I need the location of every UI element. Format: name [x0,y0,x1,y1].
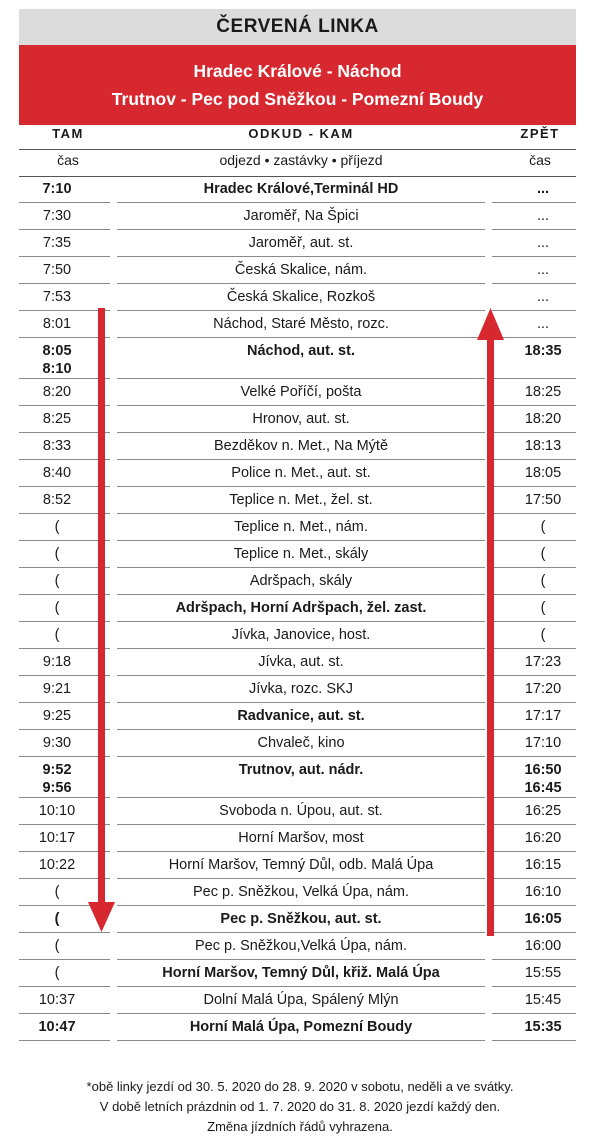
return-time: 17:10 [524,735,562,751]
departure-time: 7:53 [42,289,72,305]
return-time: ... [536,289,550,305]
column-header-odkud-kam: ODKUD - KAM [248,126,354,141]
return-time: ( [540,546,546,562]
subheader-tam: čas [57,152,79,168]
departure-time: 10:22 [38,857,76,873]
return-time: 15:55 [524,965,562,981]
departure-time: 9:52 [42,762,72,778]
return-time: ( [540,627,546,643]
return-time: 16:15 [524,857,562,873]
footnote [0,1077,600,1137]
return-time: 16:05 [524,911,562,927]
return-time: 17:23 [524,654,562,670]
departure-time: 10:37 [38,992,76,1008]
stop-name: Horní Maršov, Temný Důl, křiž. Malá Úpa [162,965,440,981]
stop-name: Chvaleč, kino [257,735,345,751]
return-time: ... [536,208,550,224]
stop-name: Trutnov, aut. nádr. [238,762,364,778]
return-time: ... [536,316,550,332]
subheader-zpet: čas [529,152,551,168]
departure-time: 8:33 [42,438,72,454]
departure-time: ( [54,519,60,535]
return-time: ( [540,519,546,535]
stop-name: Pec p. Sněžkou, aut. st. [220,911,382,927]
column-header-tam: TAM [52,126,84,141]
stop-name: Adršpach, Horní Adršpach, žel. zast. [175,600,427,616]
departure-time: 9:25 [42,708,72,724]
arrow-up-icon [477,308,504,936]
departure-time: 7:10 [42,181,72,197]
stop-name: Jívka, aut. st. [258,654,344,670]
route-line-2: Trutnov - Pec pod Sněžkou - Pomezní Boudy [111,89,484,109]
departure-time: ( [54,573,60,589]
return-time: 18:25 [524,384,562,400]
departure-time: 10:10 [38,803,76,819]
departure-time: 8:40 [42,465,72,481]
return-time: ( [540,600,546,616]
stop-name: Velké Poříčí, pošta [240,384,362,400]
stop-name: Police n. Met., aut. st. [231,465,371,481]
return-time: 15:35 [524,1019,562,1035]
subheader-middle: odjezd • zastávky • příjezd [219,152,383,168]
stop-name: Bezděkov n. Met., Na Mýtě [213,438,389,454]
stop-name: Teplice n. Met., žel. st. [229,492,373,508]
stop-name: Horní Malá Úpa, Pomezní Boudy [189,1019,413,1035]
departure-time: 7:50 [42,262,72,278]
footnote-line-1: *obě linky jezdí od 30. 5. 2020 do 28. 9. 2020 v sobotu, neděli a ve svátky. [86,1079,514,1094]
stop-name: Jaroměř, aut. st. [248,235,354,251]
stop-name: Česká Skalice, nám. [234,262,368,278]
departure-time: ( [54,600,60,616]
stop-name: Hradec Králové,Terminál HD [203,181,399,197]
stop-name: Dolní Malá Úpa, Spálený Mlýn [203,992,399,1008]
return-time: ... [536,262,550,278]
return-time: 18:13 [524,438,562,454]
departure-time: ( [54,938,60,954]
departure-time: ( [54,884,60,900]
footnote-line-3: Změna jízdních řádů vyhrazena. [207,1119,393,1134]
line-title-text: ČERVENÁ LINKA [216,16,379,37]
stop-name: Jaroměř, Na Špici [243,208,359,224]
return-time-2: 16:45 [524,780,562,796]
return-time: 16:00 [524,938,562,954]
return-time: 18:35 [524,343,562,359]
return-time: 16:20 [524,830,562,846]
departure-time: 7:35 [42,235,72,251]
return-time: ( [540,573,546,589]
departure-time: 7:30 [42,208,72,224]
return-time: 17:50 [524,492,562,508]
return-time: ... [536,235,550,251]
departure-time: 9:30 [42,735,72,751]
stop-name: Hronov, aut. st. [252,411,350,427]
departure-time: ( [54,546,60,562]
return-time: 16:25 [524,803,562,819]
stop-name: Česká Skalice, Rozkoš [226,289,376,305]
stop-name: Pec p. Sněžkou,Velká Úpa, nám. [195,938,407,954]
return-time: 17:17 [524,708,562,724]
departure-time: ( [54,965,60,981]
departure-time: 8:25 [42,411,72,427]
return-time: 16:10 [524,884,562,900]
departure-time: ( [54,627,60,643]
return-time: 16:50 [524,762,562,778]
stop-name: Horní Maršov, most [238,830,364,846]
departure-time: 10:17 [38,830,76,846]
stop-name: Teplice n. Met., skály [233,546,369,562]
departure-time: 8:01 [42,316,72,332]
departure-time: 8:05 [42,343,72,359]
departure-time: 8:52 [42,492,72,508]
stop-name: Horní Maršov, Temný Důl, odb. Malá Úpa [168,857,434,873]
return-time: 18:05 [524,465,562,481]
return-time: 15:45 [524,992,562,1008]
footnote-line-2: V době letních prázdnin od 1. 7. 2020 do 31. 8. 2020 jezdí každý den. [99,1099,501,1114]
stop-name: Svoboda n. Úpou, aut. st. [219,803,383,819]
return-time: 18:20 [524,411,562,427]
arrow-down-icon [88,308,115,932]
return-time: 17:20 [524,681,562,697]
stop-name: Adršpach, skály [249,573,353,589]
stop-name: Radvanice, aut. st. [237,708,365,724]
departure-time: ( [54,911,60,927]
stop-name: Teplice n. Met., nám. [234,519,368,535]
stop-name: Náchod, Staré Město, rozc. [213,316,389,332]
stop-name: Jívka, Janovice, host. [231,627,371,643]
departure-time: 9:18 [42,654,72,670]
column-header-zpet: ZPĚT [520,126,560,141]
stop-name: Pec p. Sněžkou, Velká Úpa, nám. [192,884,409,900]
stop-name: Náchod, aut. st. [247,343,355,359]
departure-time: 9:21 [42,681,72,697]
departure-time: 10:47 [38,1019,76,1035]
return-time: ... [536,181,550,197]
departure-time-2: 8:10 [42,361,72,377]
departure-time: 8:20 [42,384,72,400]
stop-name: Jívka, rozc. SKJ [249,681,353,697]
route-line-1: Hradec Králové - Náchod [193,61,402,81]
departure-time-2: 9:56 [42,780,72,796]
